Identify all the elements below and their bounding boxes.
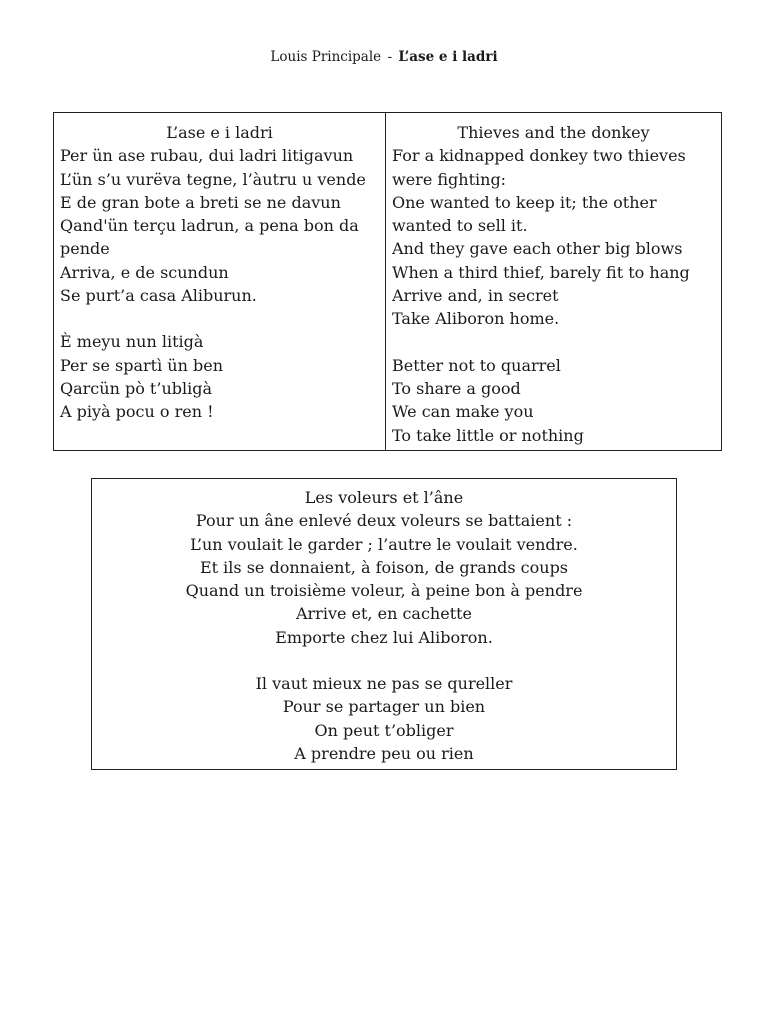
english-poem-title: Thieves and the donkey <box>457 123 650 142</box>
poem-line: Quand un troisième voleur, à peine bon à pendre <box>185 581 583 601</box>
stanza-gap <box>392 331 715 354</box>
table-row <box>54 113 722 451</box>
poem-line: And they gave each other big blows <box>392 239 683 259</box>
header-separator: - <box>387 49 393 65</box>
poem-line: Pour se partager un bien <box>282 697 486 717</box>
poem-line: On peut t’obliger <box>314 720 454 740</box>
poem-line: Per se spartì ün ben <box>60 355 223 375</box>
poem-line: Pour un âne enlevé deux voleurs se battaient : <box>195 511 573 531</box>
poem-line: Arrive et, en cachette <box>295 604 473 624</box>
french-poem-box <box>91 478 677 770</box>
poem-line: For a kidnapped donkey two thieves were fighting: <box>392 146 686 189</box>
poem-line: Qarcün pò t’ubligà <box>60 378 212 398</box>
poem-line: È meyu nun litigà <box>60 332 204 352</box>
poem-line: Il vaut mieux ne pas se qureller <box>255 674 513 694</box>
poem-line: Arrive and, in secret <box>392 286 559 306</box>
ligurian-poem-title: L’ase e i ladri <box>166 123 273 142</box>
poem-translation-table <box>53 112 722 451</box>
page-header <box>0 47 768 67</box>
header-title: L’ase e i ladri <box>398 49 498 65</box>
english-poem-cell <box>386 113 722 451</box>
poem-line: When a third thief, barely fit to hang <box>392 262 690 282</box>
poem-line: One wanted to keep it; the other wanted to sell it. <box>392 192 657 236</box>
poem-line: To take little or nothing <box>392 425 584 445</box>
poem-line: A piyà pocu o ren ! <box>60 402 214 422</box>
poem-line: Per ün ase rubau, dui ladri litigavun <box>60 146 354 166</box>
french-poem-title: Les voleurs et l’âne <box>304 488 464 507</box>
poem-line: Better not to quarrel <box>392 355 561 375</box>
header-author: Louis Principale <box>270 49 382 65</box>
poem-line: L’ün s’u vurëva tegne, l’àutru u vende <box>60 169 366 189</box>
poem-line: L’un voulait le garder ; l’autre le voulait vendre. <box>190 534 578 554</box>
poem-line: To share a good <box>392 378 521 398</box>
ligurian-poem-cell <box>54 113 386 451</box>
poem-line: A prendre peu ou rien <box>294 743 474 763</box>
poem-line: Take Aliboron home. <box>392 309 560 329</box>
poem-line: Emporte chez lui Aliboron. <box>275 627 493 647</box>
poem-line: Qand'ün terçu ladrun, a pena bon da pende <box>60 216 359 259</box>
poem-line: We can make you <box>392 402 534 422</box>
stanza-gap <box>60 307 379 330</box>
poem-line: Se purt’a casa Aliburun. <box>60 286 257 306</box>
poem-line: E de gran bote a breti se ne davun <box>60 192 341 212</box>
stanza-gap <box>92 649 676 672</box>
poem-line: Et ils se donnaient, à foison, de grands coups <box>199 557 569 577</box>
poem-line: Arriva, e de scundun <box>60 262 229 282</box>
